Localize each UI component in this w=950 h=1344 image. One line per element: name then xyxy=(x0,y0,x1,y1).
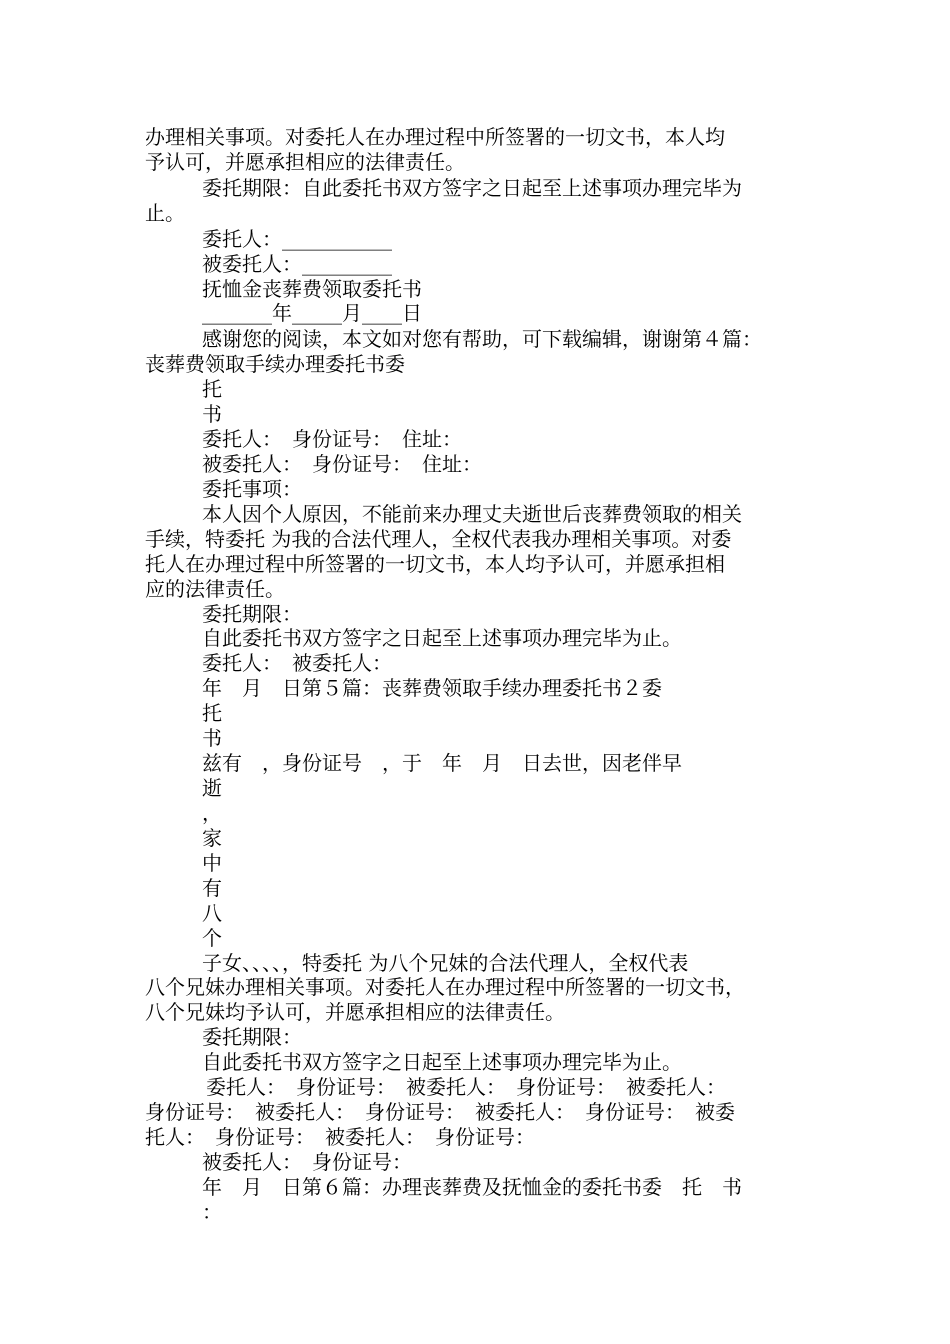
text-line: 本人因个人原因，不能前来办理丈夫逝世后丧葬费领取的相关 xyxy=(202,502,742,526)
text-line: 有 xyxy=(202,876,222,900)
text-line: 委托期限： xyxy=(202,602,302,626)
text-line: ： xyxy=(202,1200,222,1224)
text-line: 委托人： 身份证号： 被委托人： 身份证号： 被委托人： xyxy=(206,1075,726,1099)
text-line: 自此委托书双方签字之日起至上述事项办理完毕为止。 xyxy=(202,1050,682,1074)
text-line: 年 月 日第６篇：办理丧葬费及抚恤金的委托书委 托 书 xyxy=(202,1175,742,1199)
signature-line: 委托人：___________ xyxy=(202,227,392,251)
text-line: 托 xyxy=(202,701,222,725)
text-line: 委托人： 被委托人： xyxy=(202,651,392,675)
text-line: 委托期限： xyxy=(202,1025,302,1049)
text-line: 予认可，并愿承担相应的法律责任。 xyxy=(145,150,465,174)
text-line: 托 xyxy=(202,377,222,401)
text-line: 子女、、、、，特委托 为八个兄妹的合法代理人，全权代表 xyxy=(202,951,689,975)
text-line: 书 xyxy=(202,726,222,750)
text-line: 止。 xyxy=(145,201,185,225)
text-line: 手续，特委托 为我的合法代理人，全权代表我办理相关事项。对委 xyxy=(145,527,732,551)
text-line: 中 xyxy=(202,851,222,875)
text-line: 感谢您的阅读，本文如对您有帮助，可下载编辑，谢谢第４篇： xyxy=(202,327,762,351)
text-line: 托人： 身份证号： 被委托人： 身份证号： xyxy=(145,1125,535,1149)
text-line: 应的法律责任。 xyxy=(145,577,285,601)
text-line: 八 xyxy=(202,901,222,925)
signature-line: 被委托人：_________ xyxy=(202,252,392,276)
text-line: 个 xyxy=(202,926,222,950)
section-title: 抚恤金丧葬费领取委托书 xyxy=(202,277,422,301)
text-line: 自此委托书双方签字之日起至上述事项办理完毕为止。 xyxy=(202,626,682,650)
text-line: 书 xyxy=(202,402,222,426)
text-line: 被委托人： 身份证号： xyxy=(202,1150,412,1174)
text-line: 年 月 日第５篇：丧葬费领取手续办理委托书２委 xyxy=(202,676,662,700)
text-line: 兹有 ，身份证号 ，于 年 月 日去世，因老伴早 xyxy=(202,751,682,775)
text-line: 委托期限：自此委托书双方签字之日起至上述事项办理完毕为 xyxy=(202,176,742,200)
text-line: 委托人： 身份证号： 住址： xyxy=(202,427,462,451)
text-line: 八个兄妹办理相关事项。对委托人在办理过程中所签署的一切文书， xyxy=(145,975,745,999)
text-line: 家 xyxy=(202,826,222,850)
text-line: ， xyxy=(202,801,222,825)
text-line: 托人在办理过程中所签署的一切文书，本人均予认可，并愿承担相 xyxy=(145,552,725,576)
text-line: 委托事项： xyxy=(202,477,302,501)
text-line: 办理相关事项。对委托人在办理过程中所签署的一切文书，本人均 xyxy=(145,125,725,149)
text-line: 八个兄妹均予认可，并愿承担相应的法律责任。 xyxy=(145,1000,565,1024)
text-line: 丧葬费领取手续办理委托书委 xyxy=(145,352,405,376)
text-line: 被委托人： 身份证号： 住址： xyxy=(202,452,482,476)
text-line: 身份证号： 被委托人： 身份证号： 被委托人： 身份证号： 被委 xyxy=(145,1100,735,1124)
date-line: _______年_____月____日 xyxy=(202,301,422,325)
text-line: 逝 xyxy=(202,776,222,800)
